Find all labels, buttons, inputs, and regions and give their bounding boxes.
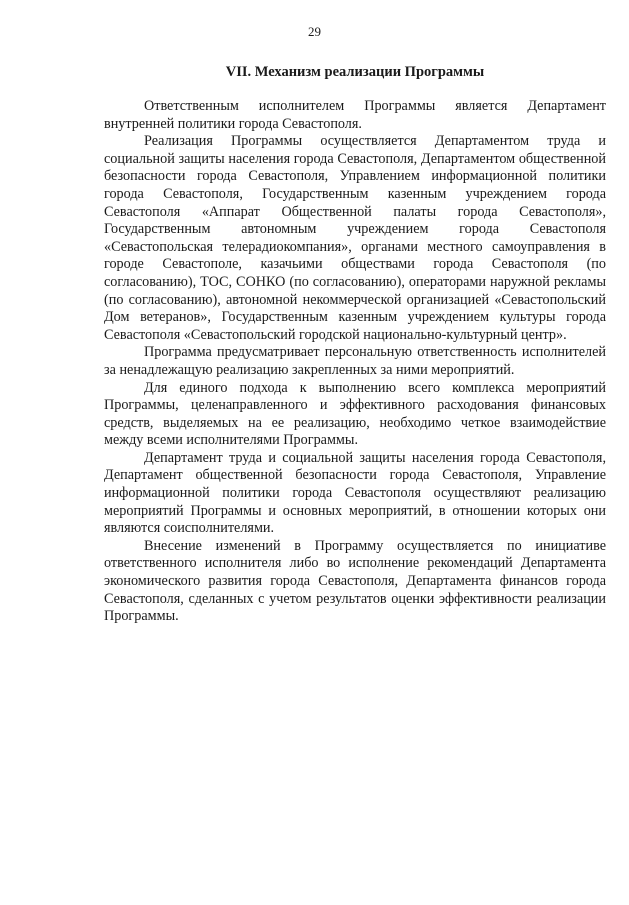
paragraph-responsibility: Программа предусматривает персональную ответственность исполнителей за ненадлежащую реализацию закрепленных за ними мероприятий. [104, 344, 606, 378]
paragraph-co-executors: Департамент труда и социальной защиты населения города Севастополя, Департамент общественной безопасности города Севастополя, Управление информационной политики города Севастополя осуществляют реализацию мероприятий Программы и основных мероприятий, в отношении которых они являются соисполнителями. [104, 449, 606, 537]
paragraph-responsible-executor: Ответственным исполнителем Программы является Департамент внутренней политики города Севастополя. [104, 98, 606, 132]
page-number: 29 [308, 24, 321, 39]
paragraph-amendments: Внесение изменений в Программу осуществляется по инициативе ответственного исполнителя либо во исполнение рекомендаций Департамента экономического развития города Севастополя, Департамента финансов города Севастополя, сделанных с учетом результатов оценки эффективности реализации Программы. [104, 537, 606, 625]
paragraph-coordination: Для единого подхода к выполнению всего комплекса мероприятий Программы, целенаправленного и эффективного расходования финансовых средств, выделяемых на ее реализацию, необходимо четкое взаимодействие между всеми исполнителями Программы. [104, 379, 606, 449]
paragraph-implementation: Реализация Программы осуществляется Департаментом труда и социальной защиты населения города Севастополя, Департаментом общественной безопасности города Севастополя, Управлением информационной политики города Севастополя, Государственным казенным учреждением города Севастополя «Аппарат Общественной палаты города Севастополя», Государственным автономным учреждением города Севастополя «Севастопольская телерадиокомпания», органами местного самоуправления в городе Севастополе, казачьими обществами города Севастополя (по согласованию), ТОС, СОНКО (по согласованию), операторами наружной рекламы (по согласованию), автономной некоммерческой организацией «Севастопольский Дом ветеранов», Государственным казенным учреждением культуры города Севастополя «Севастопольский городской национально-культурный центр». [104, 133, 606, 343]
section-heading: VII. Механизм реализации Программы [225, 64, 485, 80]
section-body [104, 98, 606, 626]
